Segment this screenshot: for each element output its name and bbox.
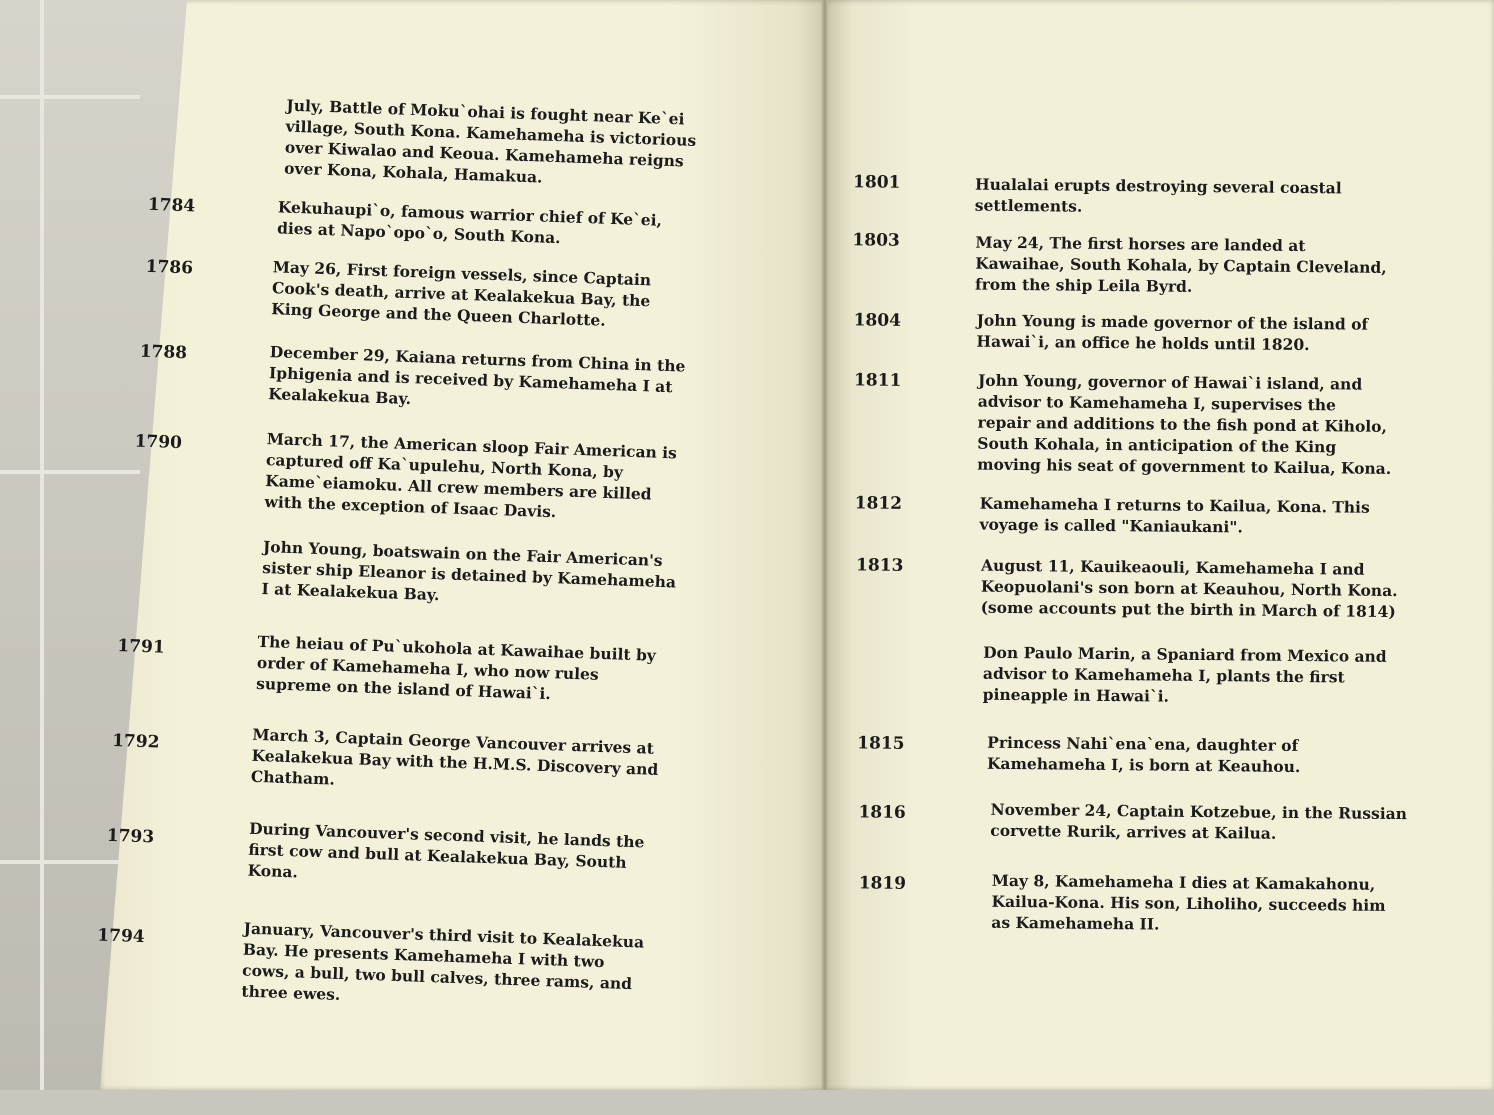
entry-text: Kekuhaupi`o, famous warrior chief of Ke`ei, dies at Napo`opo`o, South Kona. xyxy=(276,197,663,248)
entry-text: August 11, Kauikeaouli, Kamehameha I and Keopuolani's son born at Keauhou, North Kona. (some accounts put the birth in March of 1814) xyxy=(980,555,1398,622)
entry-text: During Vancouver's second visit, he lands the first cow and bull at Kealakekua Bay, South Kona. xyxy=(247,818,645,882)
entry-text: November 24, Captain Kotzebue, in the Russian corvette Rurik, arrives at Kailua. xyxy=(990,799,1408,843)
entry-year: 1804 xyxy=(853,310,902,331)
entry-year: 1791 xyxy=(117,636,166,658)
entry-year: 1788 xyxy=(139,341,188,364)
entry-text: The heiau of Pu`ukohola at Kawaihae built by order of Kamehameha I, who now rules supreme on the island of Hawai`i. xyxy=(255,631,657,704)
entry-year: 1784 xyxy=(147,194,196,217)
left-timeline xyxy=(62,0,825,1115)
entry-year: 1792 xyxy=(111,730,160,753)
entry-text: Princess Nahi`ena`ena, daughter of Kamehameha I, is born at Keauhou. xyxy=(986,732,1301,777)
entry-text: May 24, The first horses are landed at Kawaihae, South Kohala, by Captain Cleveland, from the ship Leila Byrd. xyxy=(974,232,1387,296)
entry-text: Kamehameha I returns to Kailua, Kona. This voyage is called "Kaniaukani". xyxy=(979,493,1370,537)
entry-year: 1803 xyxy=(852,230,900,251)
entry-text: July, Battle of Moku`ohai is fought near Ke`ei village, South Kona. Kamehameha is victorious over Kiwalao and Keoua. Kamehameha reigns over Kona, Kohala, Hamakua. xyxy=(283,95,697,187)
entry-year: 1801 xyxy=(852,172,901,193)
entry-text: May 8, Kamehameha I dies at Kamakahonu, Kailua-Kona. His son, Liholiho, succeeds him as Kamehameha II. xyxy=(991,870,1386,934)
entry-year: 1786 xyxy=(145,256,194,279)
entry-text: March 3, Captain George Vancouver arrives at Kealakekua Bay with the H.M.S. Discovery and Chatham. xyxy=(250,724,659,789)
right-timeline xyxy=(814,0,1494,1097)
open-booklet xyxy=(97,0,1494,1090)
entry-text: December 29, Kaiana returns from China in the Iphigenia and is received by Kamehameha I at Kealakekua Bay. xyxy=(268,342,686,409)
entry-text: John Young is made governor of the island of Hawai`i, an office he holds until 1820. xyxy=(976,310,1369,355)
entry-text: March 17, the American sloop Fair American is captured off Ka`upulehu, North Kona, by Kame`eiamoku. All crew members are killed with the exception of Isaac Davis. xyxy=(264,429,678,522)
entry-year: 1794 xyxy=(97,925,145,948)
entry-text: January, Vancouver's third visit to Kealakekua Bay. He presents Kamehameha I with two cows, a bull, two bull calves, three rams, and three ewes. xyxy=(241,918,645,1004)
entry-text: May 26, First foreign vessels, since Captain Cook's death, arrive at Kealakekua Bay, the King George and the Queen Charlotte. xyxy=(271,257,652,330)
entry-year: 1819 xyxy=(858,873,907,894)
entry-text: Don Paulo Marin, a Spaniard from Mexico and advisor to Kamehameha I, plants the first pineapple in Hawai`i. xyxy=(982,642,1387,706)
entry-year: 1812 xyxy=(854,493,903,514)
entry-year: 1793 xyxy=(106,825,155,848)
entry-year: 1815 xyxy=(857,733,905,754)
entry-text: John Young, governor of Hawai`i island, and advisor to Kamehameha I, supervises the repair and additions to the fish pond at Kiholo, South Kohala, in anticipation of the King moving his seat of government to Kailua, Kona. xyxy=(977,370,1392,478)
entry-year: 1790 xyxy=(134,431,183,454)
entry-year: 1811 xyxy=(853,370,902,391)
entry-text: Hualalai erupts destroying several coastal settlements. xyxy=(974,174,1342,216)
tile-grout xyxy=(40,0,44,1090)
entry-year: 1816 xyxy=(858,802,906,823)
entry-year: 1813 xyxy=(855,555,904,576)
entry-text: John Young, boatswain on the Fair American's sister ship Eleanor is detained by Kamehameha I at Kealakekua Bay. xyxy=(261,537,677,605)
